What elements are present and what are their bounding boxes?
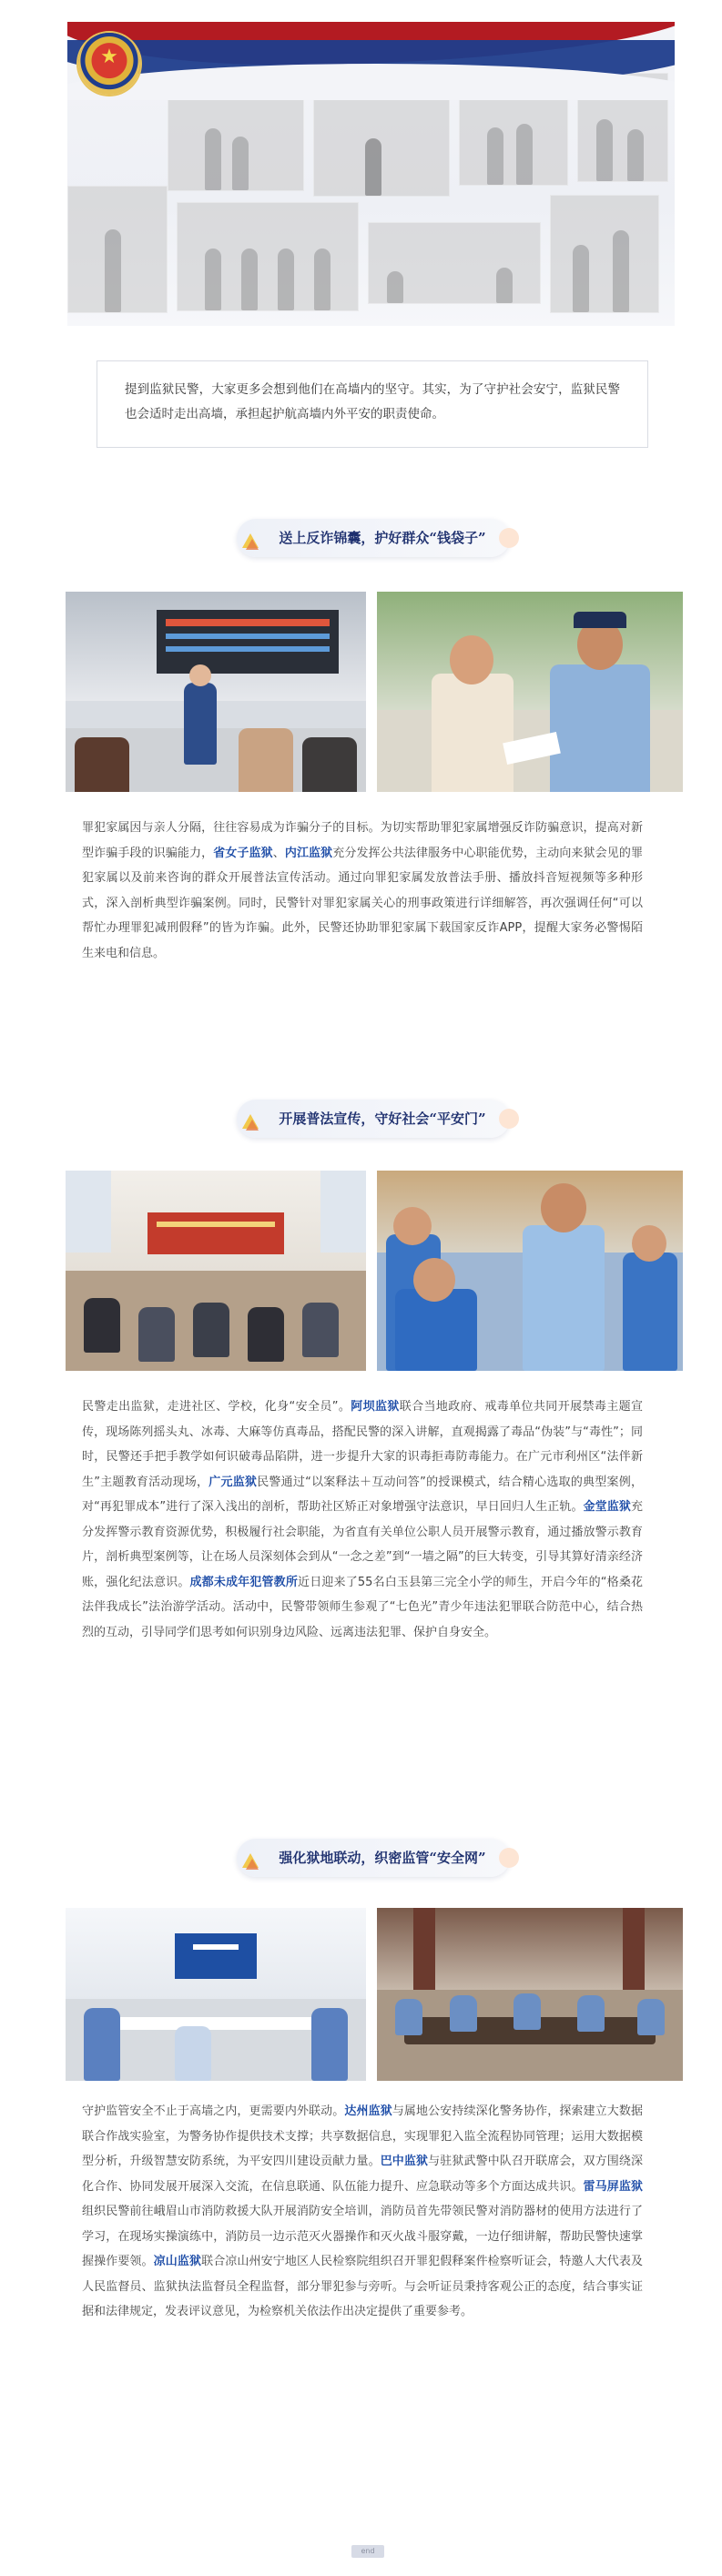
institution-name: 达州监狱 bbox=[344, 2104, 392, 2118]
paragraph-text: 民警通过“以案释法＋互动问答”的授课模式，结合精心选取的典型案例，对“再犯罪成本”进行了深入浅出的剖析，帮助社区矫正对象增强守法意识，早日回归人生正轨。 bbox=[82, 1475, 643, 1514]
banner-photo bbox=[550, 195, 659, 313]
intro-box bbox=[97, 360, 648, 448]
institution-name: 成都未成年犯管教所 bbox=[189, 1575, 299, 1589]
paragraph-text: 罪犯家属因与亲人分隔，往往容易成为诈骗分子的目标。为切实帮助罪犯家属增强反诈防骗意识，提高对新型诈骗手段的识骗能力， bbox=[82, 821, 643, 860]
paragraph-text: 、 bbox=[272, 846, 285, 860]
hero-banner bbox=[67, 22, 675, 326]
banner-photo bbox=[67, 186, 168, 313]
photo-joint-meeting bbox=[377, 1908, 683, 2081]
paragraph-law-education bbox=[82, 1394, 643, 1645]
institution-name: 阿坝监狱 bbox=[351, 1400, 400, 1414]
photo-police-brochure bbox=[377, 592, 683, 792]
banner-photo bbox=[459, 86, 568, 186]
photo-lecture-hall bbox=[66, 1171, 366, 1371]
police-emblem-icon bbox=[78, 33, 140, 95]
paragraph-text: 联合当地政府、戒毒单位共同开展禁毒主题宣传，现场陈列摇头丸、冰毒、大麻等仿真毒品，搭配民警的深入讲解，直观揭露了毒品“伪装”与“毒性”；同时，民警还手把手教学如何识破毒品陷阱，进一步提升大家的识毒拒毒防毒能力。在广元市利州区“法伴新生”主题教育活动现场， bbox=[82, 1400, 643, 1489]
paragraph-text: 充分发挥警示教育资源优势，积极履行社会职能，为省直有关单位公职人员开展警示教育，通过播放警示教育片，剖析典型案例等，让在场人员深刻体会到从“一念之差”到“一墙之隔”的巨大转变，引导其算好清亲经济账，强化纪法意识。 bbox=[82, 1500, 643, 1589]
institution-name: 内江监狱 bbox=[284, 846, 333, 860]
institution-name: 巴中监狱 bbox=[380, 2155, 429, 2168]
paragraph-text: 联合凉山州安宁地区人民检察院组织召开罪犯假释案件检察听证会，特邀人大代表及人民监督员、监狱执法监督员全程监督，部分罪犯参与旁听。与会听证员秉持客观公正的态度，结合事实证据和法律规定，发表评议意见，为检察机关依法作出决定提供了重要参考。 bbox=[82, 2255, 643, 2318]
circle-decor-icon bbox=[499, 1109, 519, 1129]
photo-students-talk bbox=[377, 1171, 683, 1371]
paragraph-anti-fraud bbox=[82, 816, 643, 966]
intro-text: 提到监狱民警，大家更多会想到他们在高墙内的坚守。其实，为了守护社会安宁，监狱民警也会适时走出高墙，承担起护航高墙内外平安的职责使命。 bbox=[125, 382, 620, 421]
section-title-law-education bbox=[237, 1100, 510, 1138]
institution-name: 广元监狱 bbox=[208, 1475, 258, 1489]
banner-photo bbox=[177, 202, 359, 311]
triangle-decor-icon bbox=[246, 539, 259, 550]
section-title-joint-security bbox=[237, 1839, 510, 1877]
section-title-anti-fraud bbox=[237, 519, 510, 557]
institution-name: 金堂监狱 bbox=[583, 1500, 631, 1514]
section-title-text: 强化狱地联动，织密监管“安全网” bbox=[279, 1850, 486, 1866]
paragraph-text: 守护监管安全不止于高墙之内，更需要内外联动。 bbox=[82, 2104, 345, 2118]
institution-name: 省女子监狱 bbox=[213, 846, 273, 860]
paragraph-joint-security bbox=[82, 2099, 643, 2325]
banner-photo bbox=[313, 96, 450, 197]
section-title-text: 开展普法宣传，守好社会“平安门” bbox=[279, 1111, 486, 1127]
section-title-text: 送上反诈锦囊，护好群众“钱袋子” bbox=[279, 530, 486, 546]
footer-tag: end bbox=[351, 2545, 384, 2558]
circle-decor-icon bbox=[499, 1848, 519, 1868]
circle-decor-icon bbox=[499, 528, 519, 548]
paragraph-text: 充分发挥公共法律服务中心职能优势，主动向来狱会见的罪犯家属以及前来咨询的群众开展普法宣传活动。通过向罪犯家属发放普法手册、播放抖音短视频等多种形式，深入剖析典型诈骗案例。同时，民警针对罪犯家属关心的刑事政策进行详细解答，再次强调任何“可以帮忙办理罪犯减刑假释”的皆为诈骗。此外，民警还协助罪犯家属下载国家反诈APP，提醒大家务必警惕陌生来电和信息。 bbox=[82, 846, 643, 960]
paragraph-text: 组织民警前往峨眉山市消防救援大队开展消防安全培训，消防员首先带领民警对消防器材的使用方法进行了学习，在现场实操演练中，消防员一边示范灭火器操作和灭火战斗服穿戴，一边仔细讲解，帮助民警快速掌握操作要领。 bbox=[82, 2205, 643, 2268]
triangle-decor-icon bbox=[246, 1859, 259, 1870]
banner-photo bbox=[368, 222, 541, 304]
paragraph-text: 民警走出监狱，走进社区、学校，化身“安全员”。 bbox=[82, 1400, 351, 1414]
triangle-decor-icon bbox=[246, 1120, 259, 1131]
photo-visit-hall bbox=[66, 592, 366, 792]
institution-name: 雷马屏监狱 bbox=[583, 2179, 643, 2194]
paragraph-text: 近日迎来了55名白玉县第三完全小学的师生，开启今年的“格桑花 法伴我成长”法治游学活动。活动中，民警带领师生参观了“七色光”青少年违法犯罪联合防范中心，结合热烈的互动，引导同学们思考如何识别身边风险、远离违法犯罪、保护自身安全。 bbox=[82, 1575, 643, 1639]
institution-name: 凉山监狱 bbox=[153, 2255, 202, 2268]
paragraph-text: 与驻狱武警中队召开联席会，双方围绕深化合作、协同发展开展深入交流，在信息联通、队伍能力提升、应急联动等多个方面达成共识。 bbox=[82, 2155, 643, 2194]
photo-data-lab bbox=[66, 1908, 366, 2081]
paragraph-text: 与属地公安持续深化警务协作，探索建立大数据联合作战实验室，为警务协作提供技术支撑；共享数据信息，实现罪犯入监全流程协同管理；运用大数据模型分析，升级智慧安防系统，为平安四川建设贡献力量。 bbox=[82, 2104, 643, 2168]
